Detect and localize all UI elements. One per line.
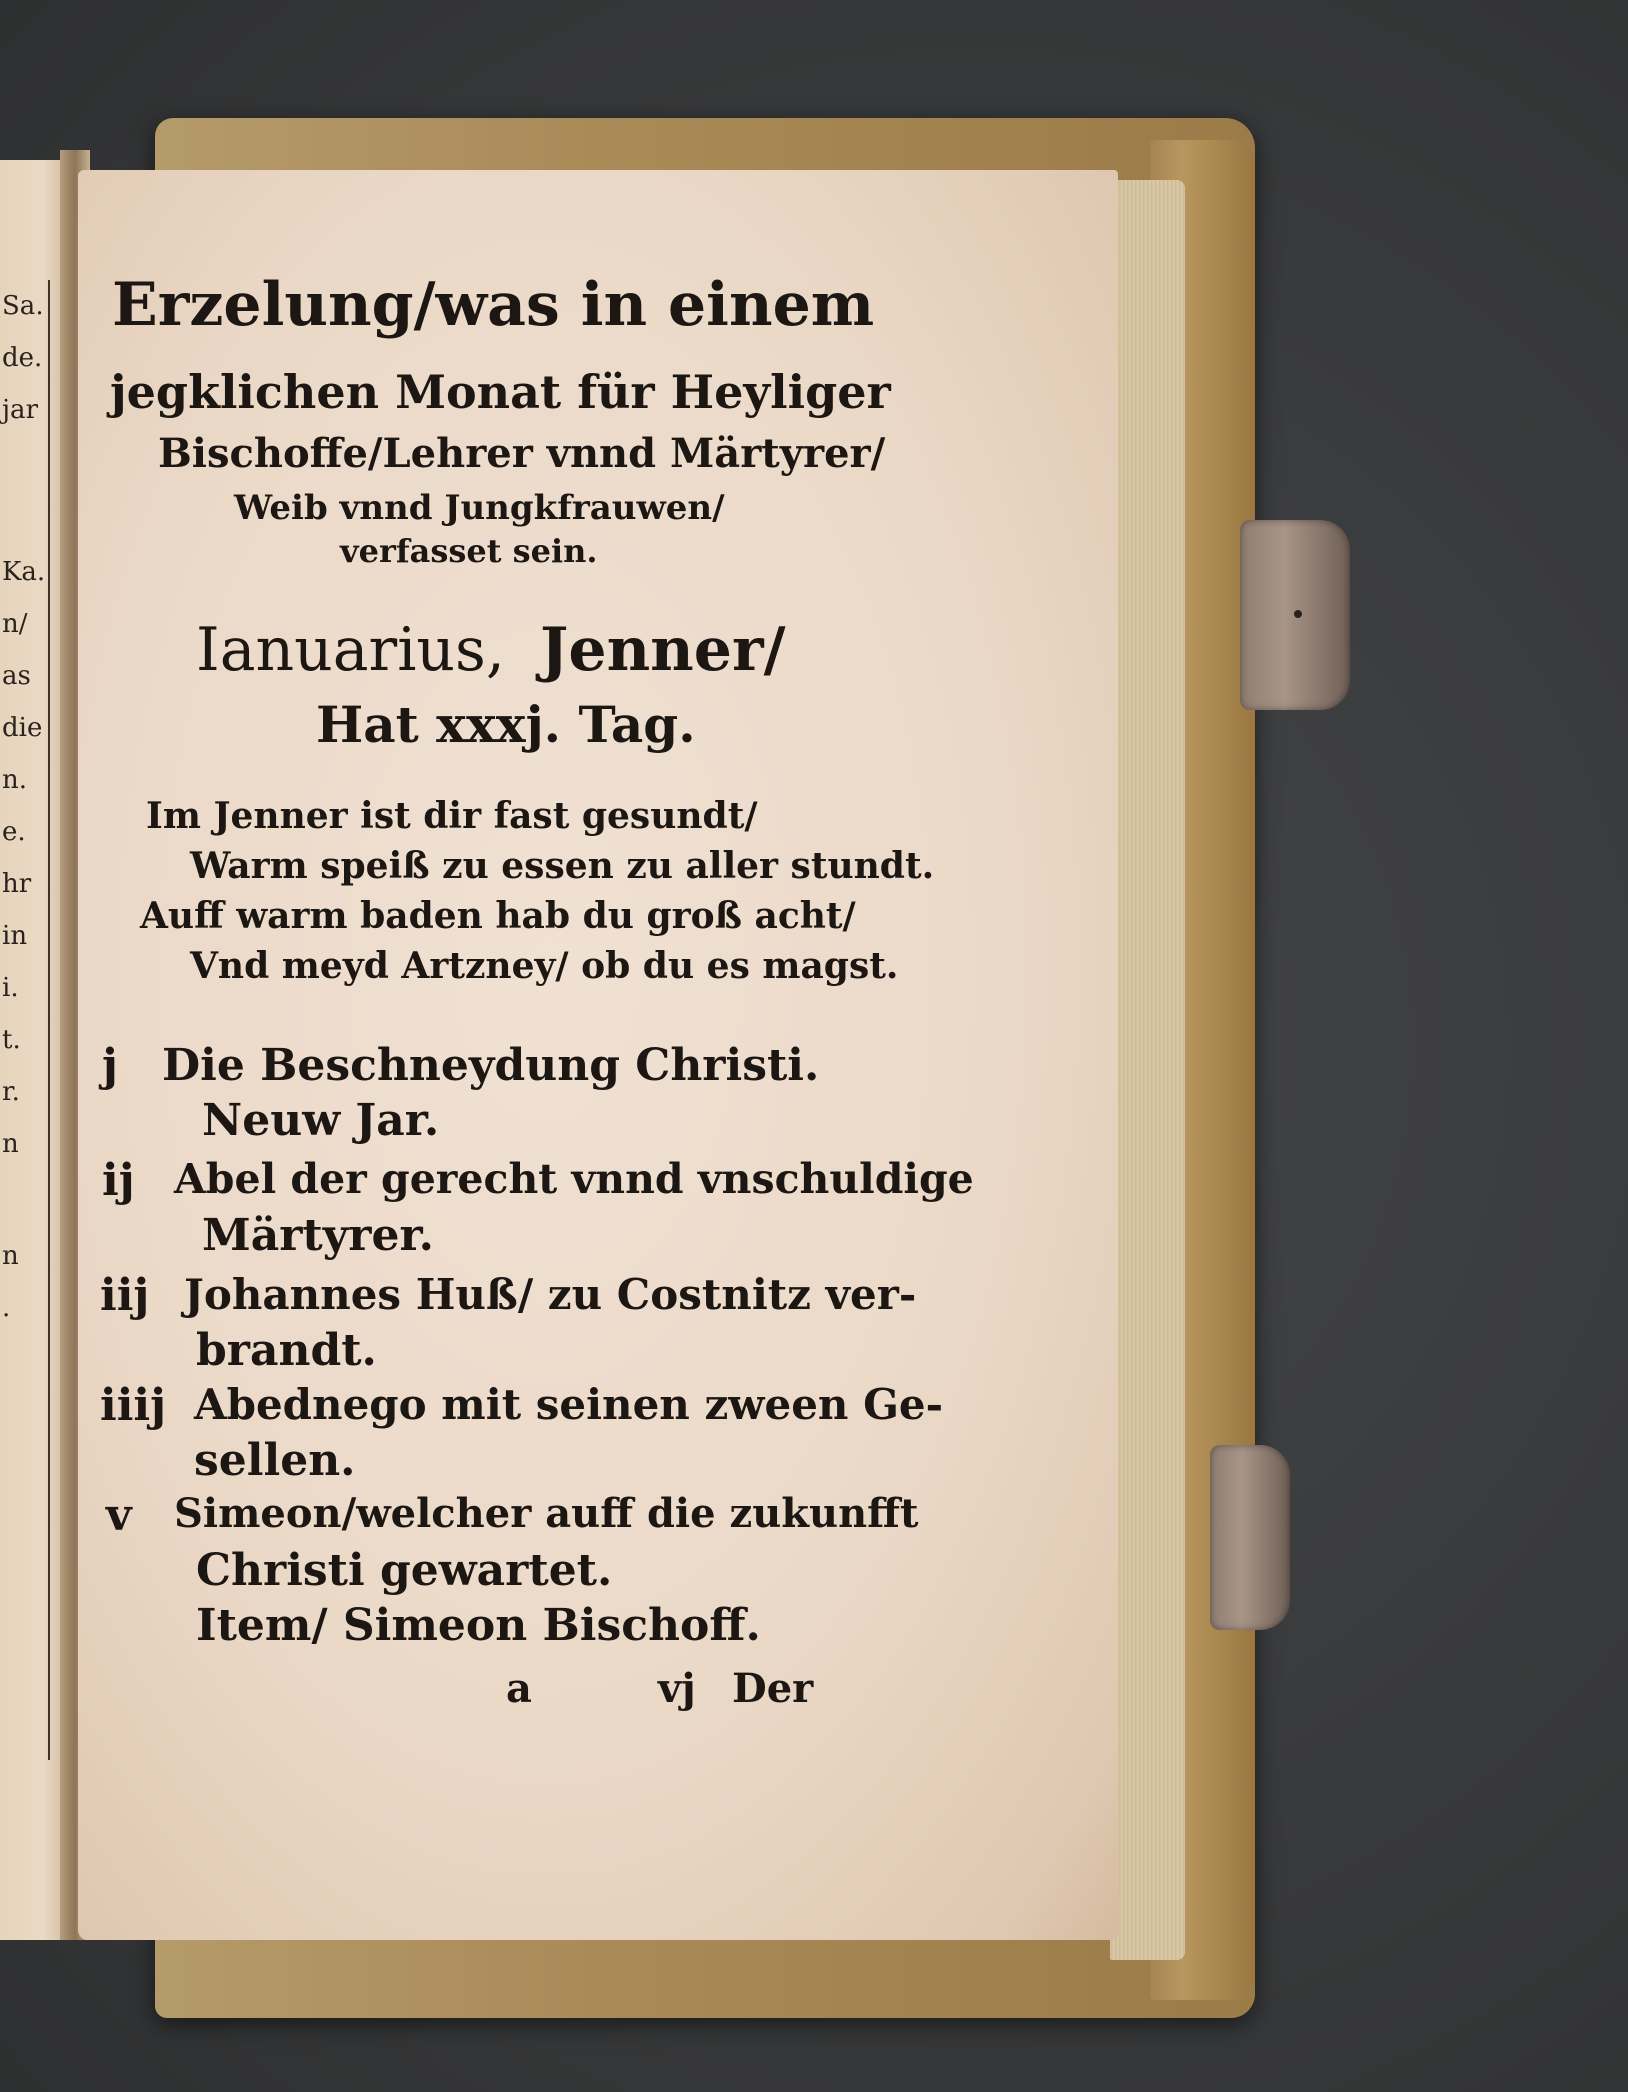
title-line-4: Weib vnnd Jungkfrauwen/ [234,488,725,528]
fragment: t. [2,1025,21,1055]
entry-line: Märtyrer. [202,1210,434,1261]
fragment: n [2,1129,19,1159]
fragment: e. [2,817,26,847]
fragment: i. [2,973,19,1003]
entry-numeral: ij [102,1155,135,1206]
verse-line-3: Auff warm baden hab du groß acht/ [140,895,856,937]
right-page [78,170,1118,1940]
title-line-2: jegklichen Monat für Heyliger [110,365,891,419]
page-edges [1110,180,1185,1960]
fragment: die [2,713,43,743]
entry-line: Abednego mit seinen zween Ge- [194,1380,944,1429]
entry-line: Simeon/welcher auff die zukunfft [174,1490,919,1537]
folio-number: vj [658,1665,696,1712]
entry-line: sellen. [194,1435,356,1486]
entry-numeral: iiij [100,1380,167,1431]
entry-line: Item/ Simeon Bischoff. [196,1600,761,1651]
left-page-text [2,280,46,1334]
fragment: in [2,921,28,951]
title-line-1: Erzelung/was in einem [112,270,875,340]
verse-line-4: Vnd meyd Artzney/ ob du es magst. [190,945,899,987]
fragment: r. [2,1077,20,1107]
entry-line: brandt. [196,1325,377,1376]
fragment: n [2,1241,19,1271]
month-german: Jenner/ [540,615,786,685]
spacer [2,1170,46,1230]
fragment: n. [2,765,28,795]
entry-numeral: iij [100,1270,150,1321]
lower-clasp [1210,1445,1290,1630]
clasp-hole [1294,610,1302,618]
upper-clasp [1240,520,1350,710]
fragment: Sa. [2,291,44,321]
verse-line-2: Warm speiß zu essen zu aller stundt. [190,845,935,887]
fragment: de. [2,343,43,373]
month-latin: Ianuarius, [196,615,505,685]
title-line-3: Bischoffe/Lehrer vnnd Märtyrer/ [158,430,886,477]
fragment: . [2,1293,11,1323]
column-rule [48,280,50,1760]
page-text [78,170,1118,1940]
signature-mark: a [506,1665,532,1712]
entry-line: Christi gewartet. [196,1545,613,1596]
entry-line: Die Beschneydung Christi. [162,1040,820,1091]
entry-line: Neuw Jar. [202,1095,440,1146]
month-days: Hat xxxj. Tag. [316,695,696,754]
spacer [2,436,46,546]
fragment: Ka. [2,557,46,587]
entry-numeral: j [102,1040,118,1091]
title-line-5: verfasset sein. [340,532,598,570]
fragment: hr [2,869,32,899]
catchword: Der [732,1665,814,1712]
fragment: n/ [2,609,28,639]
entry-line: Johannes Huß/ zu Costnitz ver- [184,1270,917,1319]
entry-line: Abel der gerecht vnnd vnschuldige [174,1155,974,1203]
fragment: as [2,661,31,691]
fragment: jar [2,395,38,425]
verse-line-1: Im Jenner ist dir fast gesundt/ [146,795,758,837]
entry-numeral: v [106,1490,132,1541]
